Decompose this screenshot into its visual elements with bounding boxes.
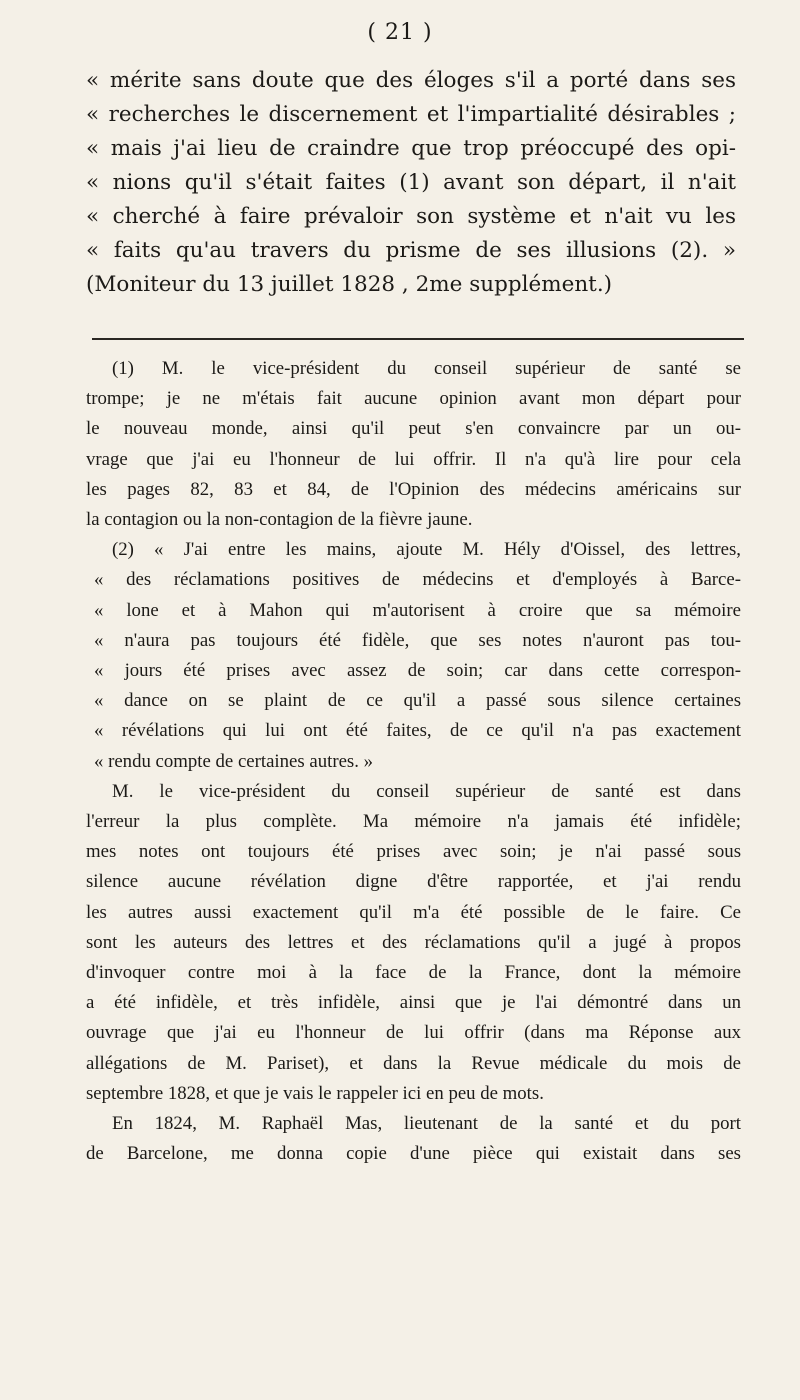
main-line: « faits qu'au travers du prisme de ses illusions (2). » [86, 238, 736, 263]
footnote-line: mes notes ont toujours été prises avec soin; je n'ai passé sous [86, 841, 741, 863]
main-line: « nions qu'il s'était faites (1) avant son départ, il n'ait [86, 170, 736, 195]
footnote-line: (1) M. le vice-président du conseil supérieur de santé se [112, 358, 741, 379]
footnote-line: le nouveau monde, ainsi qu'il peut s'en convaincre par un ou- [86, 418, 741, 440]
footnote-line: « rendu compte de certaines autres. » [94, 750, 373, 772]
footnote-line: les pages 82, 83 et 84, de l'Opinion des médecins américains sur [86, 478, 741, 500]
main-line: « mérite sans doute que des éloges s'il a porté dans ses [86, 68, 736, 93]
footnote-line: allégations de M. Pariset), et dans la Revue médicale du mois de [86, 1052, 741, 1074]
footnote-line: (2) « J'ai entre les mains, ajoute M. Hély d'Oissel, des lettres, [112, 539, 741, 561]
citation-line: (Moniteur du 13 juillet 1828 , 2me supplément.) [86, 272, 613, 297]
footnote-line: « des réclamations positives de médecins et d'employés à Barce- [94, 569, 741, 591]
footnote-separator-rule [92, 338, 744, 340]
footnote-line: sont les auteurs des lettres et des réclamations qu'il a jugé à propos [86, 931, 741, 953]
footnote-line: « n'aura pas toujours été fidèle, que ses notes n'auront pas tou- [94, 629, 741, 651]
footnote-line: les autres aussi exactement qu'il m'a été possible de le faire. Ce [86, 901, 741, 923]
footnote-line: ouvrage que j'ai eu l'honneur de lui offrir (dans ma Réponse aux [86, 1022, 741, 1044]
main-line: « mais j'ai lieu de craindre que trop préoccupé des opi- [86, 136, 736, 161]
footnote-line: de Barcelone, me donna copie d'une pièce qui existait dans ses [86, 1143, 741, 1165]
footnote-line: « jours été prises avec assez de soin; car dans cette correspon- [94, 660, 741, 682]
footnote-line: M. le vice-président du conseil supérieur de santé est dans [112, 780, 741, 802]
footnote-line: trompe; je ne m'étais fait aucune opinion avant mon départ pour [86, 388, 741, 410]
footnote-line: l'erreur la plus complète. Ma mémoire n'a jamais été infidèle; [86, 811, 741, 833]
main-line: « cherché à faire prévaloir son système et n'ait vu les [86, 204, 736, 229]
footnote-line: « dance on se plaint de ce qu'il a passé sous silence certaines [94, 690, 741, 712]
footnote-line: la contagion ou la non-contagion de la fièvre jaune. [86, 509, 473, 531]
page-number: ( 21 ) [367, 20, 433, 45]
footnote-line: silence aucune révélation digne d'être rapportée, et j'ai rendu [86, 871, 741, 893]
footnote-line: « révélations qui lui ont été faites, de ce qu'il n'a pas exactement [94, 720, 741, 742]
main-line: « recherches le discernement et l'impartialité désirables ; [86, 102, 736, 127]
main-text-block [86, 64, 736, 302]
footnote-line: d'invoquer contre moi à la face de la France, dont la mémoire [86, 962, 741, 984]
footnote-line: « lone et à Mahon qui m'autorisent à croire que sa mémoire [94, 599, 741, 621]
footnote-line: En 1824, M. Raphaël Mas, lieutenant de la santé et du port [112, 1113, 741, 1135]
footnotes-block [86, 354, 741, 1169]
footnote-line: a été infidèle, et très infidèle, ainsi que je l'ai démontré dans un [86, 992, 741, 1014]
footnote-line: septembre 1828, et que je vais le rappeler ici en peu de mots. [86, 1082, 544, 1104]
footnote-line: vrage que j'ai eu l'honneur de lui offrir. Il n'a qu'à lire pour cela [86, 448, 741, 470]
